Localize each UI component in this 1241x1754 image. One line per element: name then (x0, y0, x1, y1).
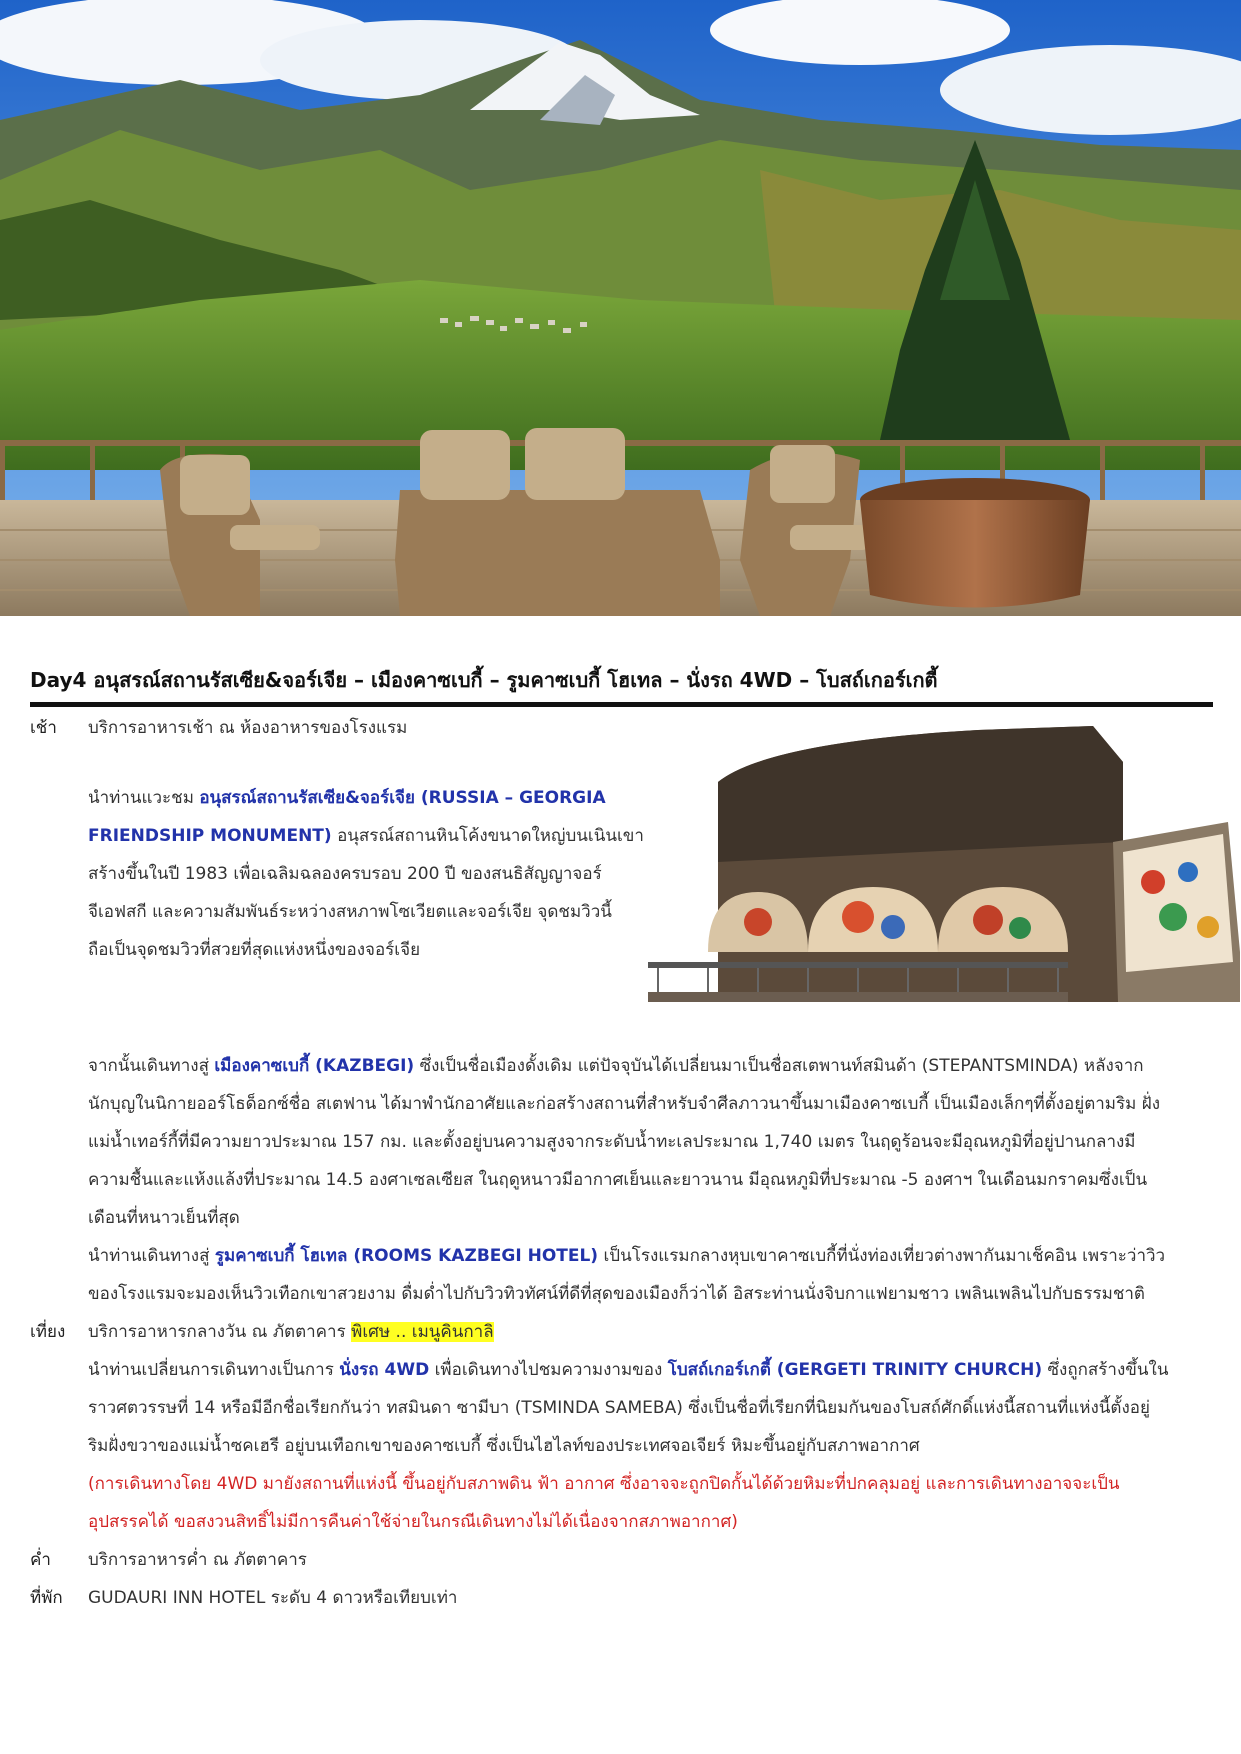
stay-label: ที่พัก (30, 1588, 63, 1608)
dinner-label: ค่ำ (30, 1550, 51, 1570)
friendship-monument-photo (648, 722, 1240, 1010)
kazbegi-line-1: จากนั้นเดินทางสู่ เมืองคาซเบกี้ (KAZBEGI) ซึ่งเป็นชื่อเมืองดั้งเดิม แต่ปัจจุบันได้เปลี่ยนมาเป็นชื่อสเตพานท์สมินด้า (STEPANTSMINDA) หลังจาก (88, 1056, 1144, 1076)
lunch-label: เที่ยง (30, 1322, 66, 1342)
church-line-2: ราวศตวรรษที่ 14 หรือมีอีกชื่อเรียกกันว่า ทสมินดา ซามีบา (TSMINDA SAMEBA) ซึ่งเป็นชื่อที่เรียกที่นิยมกันของโบสถ์ศักดิ์แห่งนี้สถานที่แห่งนี้ตั้งอยู่ (88, 1398, 1150, 1418)
kazbegi-line-2: นักบุญในนิกายออร์โธด็อกซ์ชื่อ สเตฟาน ได้มาพำนักอาศัยและก่อสร้างสถานที่สำหรับจำศีลภาวนาขึ้นมาเมืองคาซเบกี้ เป็นเมืองเล็กๆที่ตั้งอยู่ตามริม ฝั่ง (88, 1094, 1160, 1114)
lunch-special-highlight: พิเศษ .. เมนูคินกาลิ (351, 1322, 494, 1342)
stay-text: GUDAURI INN HOTEL ระดับ 4 ดาวหรือเทียบเท่า (88, 1588, 458, 1608)
hotel-line-2: ของโรงแรมจะมองเห็นวิวเทือกเขาสวยงาม ดื่มด่ำไปกับวิวทิวทัศน์ที่ดีที่สุดของเมืองก็ว่าได้ อิสระท่านนั่งจิบกาแฟยามชาว เพลินเพลินไปกับธรรมชาติ (88, 1284, 1145, 1304)
kazbegi-name: เมืองคาซเบกี้ (KAZBEGI) (214, 1056, 415, 1076)
monument-name-en: FRIENDSHIP MONUMENT) (88, 826, 332, 846)
monument-line-4: จีเอฟสกี และความสัมพันธ์ระหว่างสหภาพโซเวียตและจอร์เจีย จุดชมวิวนี้ (88, 902, 612, 922)
kazbegi-line-5: เดือนที่หนาวเย็นที่สุด (88, 1208, 240, 1228)
day-title: Day4 อนุสรณ์สถานรัสเซีย&จอร์เจีย – เมืองคาซเบกี้ – รูมคาซเบกี้ โฮเทล – นั่งรถ 4WD – โบสถ์เกอร์เกตี้ (30, 668, 938, 692)
breakfast-text: บริการอาหารเช้า ณ ห้องอาหารของโรงแรม (88, 718, 408, 738)
dinner-text: บริการอาหารค่ำ ณ ภัตตาคาร (88, 1550, 307, 1570)
hotel-line-1: นำท่านเดินทางสู่ รูมคาซเบกี้ โฮเทล (ROOMS KAZBEGI HOTEL) เป็นโรงแรมกลางหุบเขาคาซเบกี้ที่นั่งท่องเที่ยวต่างพากันมาเช็คอิน เพราะว่าวิว (88, 1246, 1166, 1266)
weather-note-line-1: (การเดินทางโดย 4WD มายังสถานที่แห่งนี้ ขึ้นอยู่กับสภาพดิน ฟ้า อากาศ ซึ่งอาจจะถูกปิดกั้นได้ด้วยหิมะที่ปกคลุมอยู่ และการเดินทางอาจจะเป็น (88, 1474, 1120, 1494)
kazbegi-line-3: แม่น้ำเทอร์กี้ที่มีความยาวประมาณ 157 กม. และตั้งอยู่บนความสูงจากระดับน้ำทะเลประมาณ 1,740 เมตร ในฤดูร้อนจะมีอุณหภูมิที่อยู่ปานกลางมี (88, 1132, 1136, 1152)
4wd-highlight: นั่งรถ 4WD (339, 1360, 430, 1380)
church-line-3: ริมฝั่งขวาของแม่น้ำซคเฮรี อยู่บนเทือกเขาของคาซเบกี้ ซึ่งเป็นไฮไลท์ของประเทศจอเจียร์ หิมะขึ้นอยู่กับสภาพอากาศ (88, 1436, 920, 1456)
title-divider (30, 702, 1213, 707)
church-name: โบสถ์เกอร์เกตี้ (GERGETI TRINITY CHURCH) (667, 1360, 1043, 1380)
lunch-text: บริการอาหารกลางวัน ณ ภัตตาคาร พิเศษ .. เมนูคินกาลิ (88, 1322, 494, 1342)
monument-name: อนุสรณ์สถานรัสเซีย&จอร์เจีย (RUSSIA – GEORGIA (199, 788, 606, 808)
monument-line-3: สร้างขึ้นในปี 1983 เพื่อเฉลิมฉลองครบรอบ 200 ปี ของสนธิสัญญาจอร์ (88, 864, 602, 884)
monument-line-2: FRIENDSHIP MONUMENT) อนุสรณ์สถานหินโค้งขนาดใหญ่บนเนินเขา (88, 826, 644, 846)
church-line-1: นำท่านเปลี่ยนการเดินทางเป็นการ นั่งรถ 4WD เพื่อเดินทางไปชมความงามของ โบสถ์เกอร์เกตี้ (GERGETI TRINITY CHURCH) ซึ่งถูกสร้างขึ้นใน (88, 1360, 1169, 1380)
hero-photo-kazbegi-terrace (0, 0, 1241, 616)
kazbegi-line-4: ความชื้นและแห้งแล้งที่ประมาณ 14.5 องศาเซลเซียส ในฤดูหนาวมีอากาศเย็นและยาวนาน มีอุณหภูมิที่ประมาณ -5 องศาฯ ในเดือนมกราคมซึ่งเป็น (88, 1170, 1148, 1190)
weather-note-line-2: อุปสรรคได้ ขอสงวนสิทธิ์ไม่มีการคืนค่าใช้จ่ายในกรณีเดินทางไม่ได้เนื่องจากสภาพอากาศ) (88, 1512, 738, 1532)
monument-line-1: นำท่านแวะชม อนุสรณ์สถานรัสเซีย&จอร์เจีย (RUSSIA – GEORGIA (88, 788, 606, 808)
monument-line-5: ถือเป็นจุดชมวิวที่สวยที่สุดแห่งหนึ่งของจอร์เจีย (88, 940, 421, 960)
breakfast-label: เช้า (30, 718, 57, 738)
hotel-name: รูมคาซเบกี้ โฮเทล (ROOMS KAZBEGI HOTEL) (214, 1246, 599, 1266)
